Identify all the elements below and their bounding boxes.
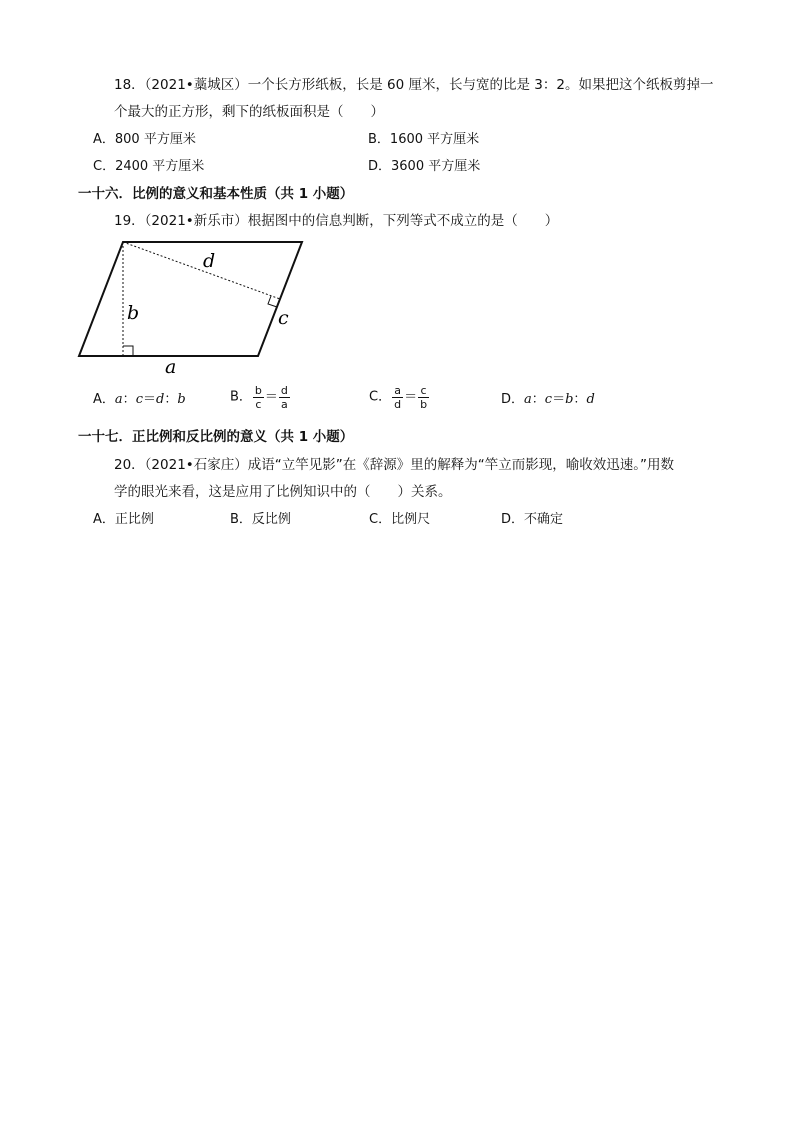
q20-option-c: C．比例尺 — [369, 512, 431, 527]
fraction-denominator: d — [394, 398, 402, 411]
q19-option-d-prefix: D． — [501, 392, 525, 407]
q18-option-d: D．3600 平方厘米 — [368, 159, 481, 174]
q20-stem-line2: 学的眼光来看，这是应用了比例知识中的（ ）关系。 — [114, 484, 452, 500]
right-angle-mark-side — [268, 296, 277, 307]
q18-option-c: C．2400 平方厘米 — [93, 159, 205, 174]
q19-option-d-term: b — [565, 392, 574, 407]
q19-option-b-fraction-right — [279, 384, 290, 411]
q19-option-d-term: d — [586, 392, 595, 407]
q18-option-b: B．1600 平方厘米 — [368, 132, 480, 147]
q19-option-b-equals: ＝ — [264, 389, 278, 405]
q19-option-d-equals: ＝ — [552, 392, 566, 407]
right-angle-mark-bottom — [123, 346, 133, 356]
parallelogram-shape — [79, 242, 302, 356]
fraction-numerator: d — [280, 384, 288, 397]
q19-option-b-prefix: B． — [230, 389, 252, 405]
q19-option-c — [369, 384, 430, 411]
q20-option-b: B．反比例 — [230, 512, 291, 527]
label-a: a — [165, 356, 177, 377]
q19-option-d-term: c — [544, 392, 553, 407]
q19-option-a-term: d — [155, 392, 165, 407]
q20-stem-line1: 20．（2021•石家庄）成语“立竿见影”在《辞源》里的解释为“竿立而影现，喻收效迅速。”用数 — [114, 457, 674, 473]
q19-option-b-fraction-left — [253, 384, 264, 411]
q19-option-a-term: b — [177, 392, 186, 407]
q18-stem-line1: 18．（2021•藁城区）一个长方形纸板，长是 60 厘米，长与宽的比是 3：2。如果把这个纸板剪掉一 — [114, 77, 714, 93]
fraction-denominator: a — [281, 398, 288, 411]
q19-option-c-equals: ＝ — [404, 389, 418, 405]
q19-option-a-colon: ： — [122, 392, 136, 407]
q19-option-a-equals: ＝ — [142, 392, 156, 407]
label-d: d — [203, 250, 216, 272]
section-16-heading: 一十六．比例的意义和基本性质（共 1 小题） — [78, 186, 354, 202]
fraction-numerator: c — [418, 384, 429, 398]
q19-option-a-term: c — [135, 392, 143, 407]
q19-option-b — [230, 384, 291, 411]
height-d-line — [123, 242, 280, 299]
q19-option-d-colon: ： — [573, 392, 587, 407]
q19-stem: 19．（2021•新乐市）根据图中的信息判断，下列等式不成立的是（ ） — [114, 213, 559, 229]
section-17-heading: 一十七．正比例和反比例的意义（共 1 小题） — [78, 429, 354, 445]
q20-option-a: A．正比例 — [93, 512, 154, 527]
q19-option-c-fraction-left — [392, 384, 403, 411]
q18-option-a: A．800 平方厘米 — [93, 132, 196, 147]
fraction-numerator: b — [254, 384, 262, 397]
q19-option-c-fraction-right — [418, 384, 429, 411]
parallelogram-figure — [70, 232, 320, 377]
q19-option-a — [93, 391, 186, 409]
q20-option-d: D．不确定 — [501, 512, 564, 527]
q19-option-a-term: a — [114, 392, 123, 407]
label-b: b — [127, 302, 140, 324]
label-c: c — [278, 307, 289, 329]
fraction-denominator: c — [255, 398, 262, 411]
q19-option-a-prefix: A． — [93, 392, 115, 407]
q19-option-d — [501, 391, 595, 409]
fraction-numerator: a — [392, 384, 403, 398]
q19-option-d-colon: ： — [531, 392, 545, 407]
fraction-denominator: b — [420, 398, 428, 411]
q19-option-d-term: a — [524, 392, 532, 407]
q19-option-c-prefix: C． — [369, 389, 392, 405]
q18-stem-line2: 个最大的正方形，剩下的纸板面积是（ ） — [114, 104, 384, 120]
q19-option-a-colon: ： — [164, 392, 178, 407]
